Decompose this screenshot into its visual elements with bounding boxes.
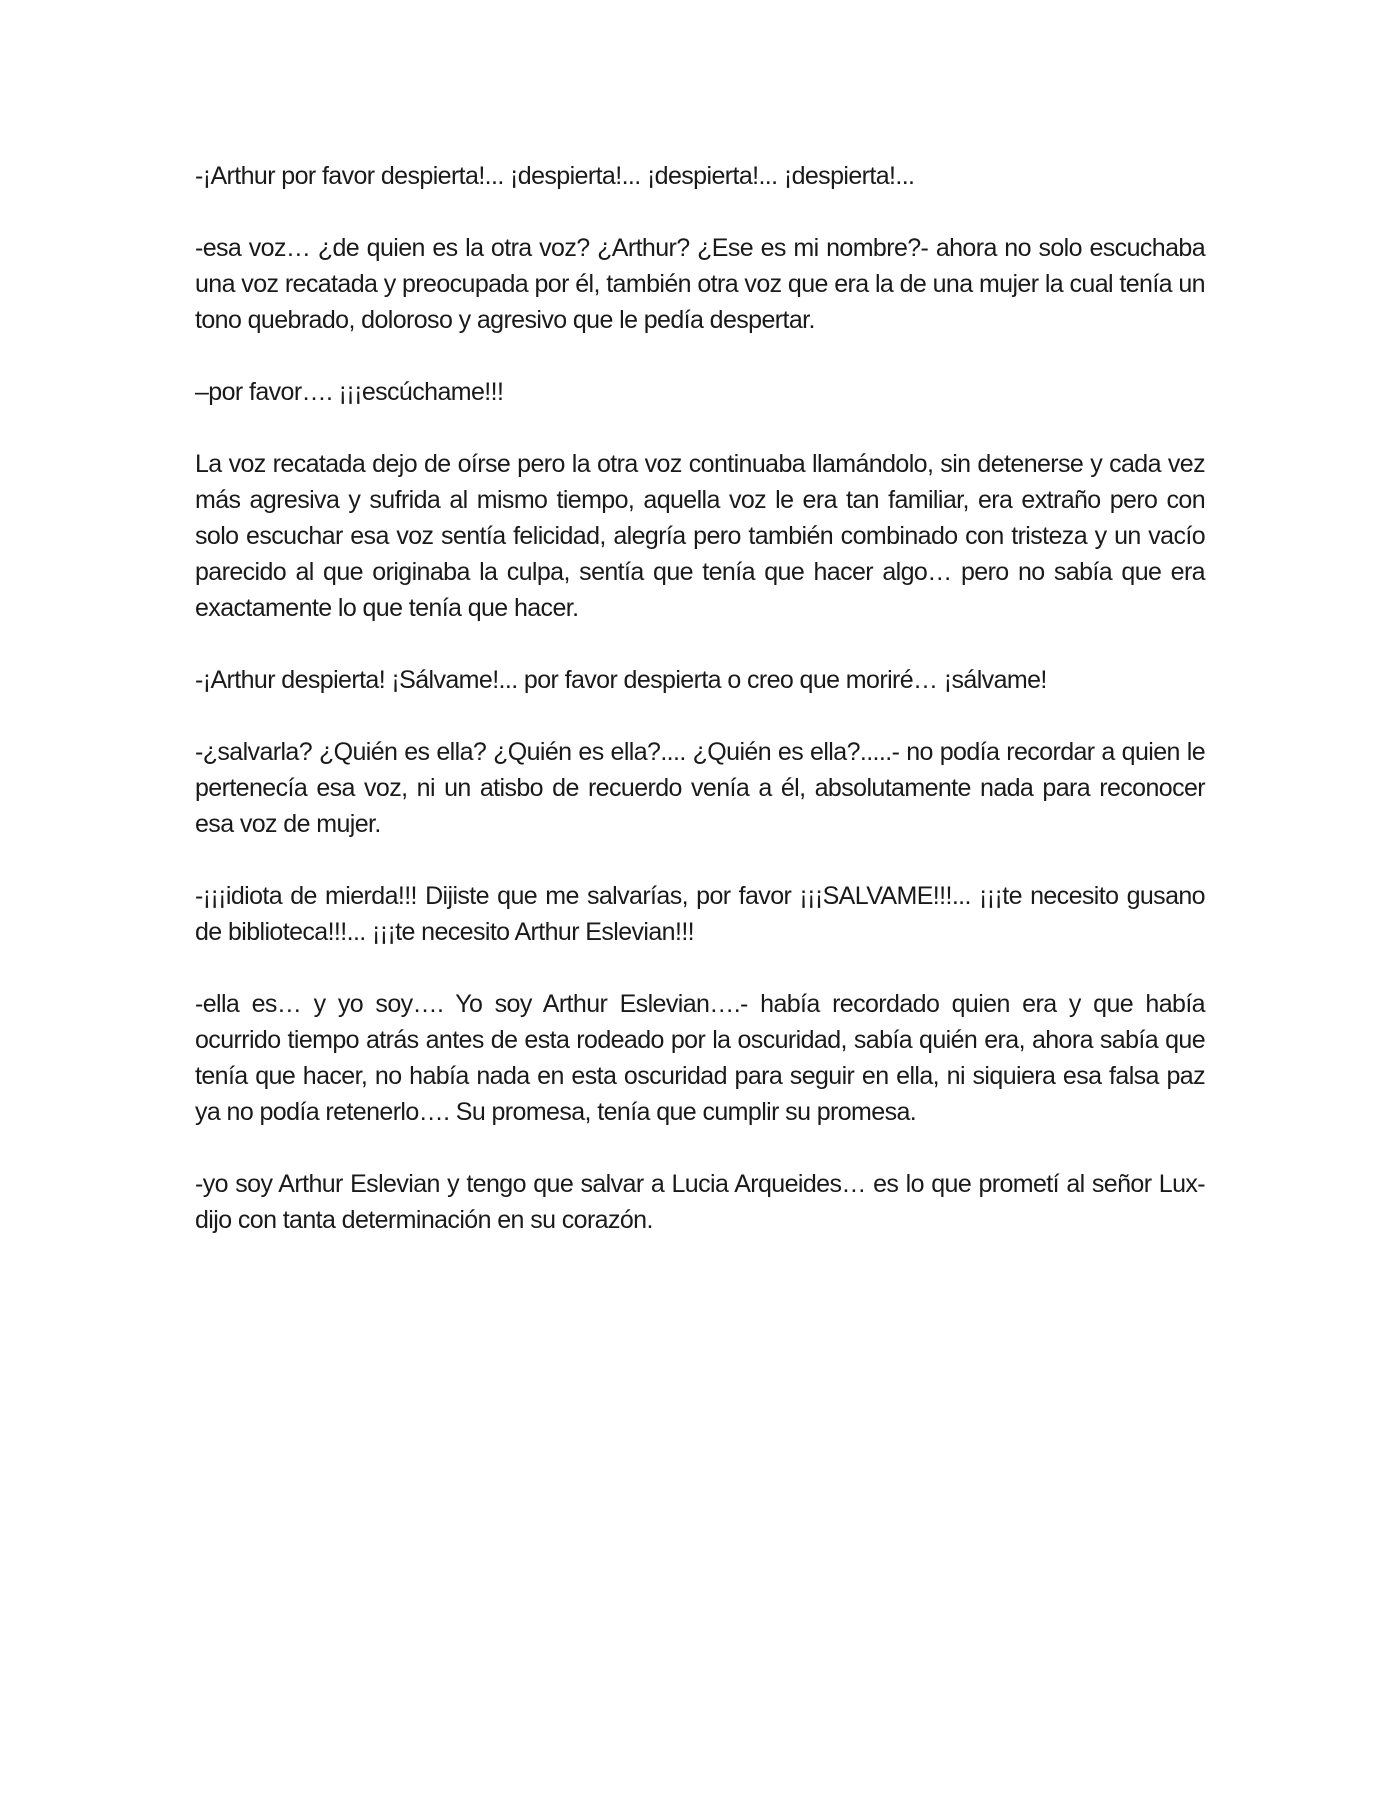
paragraph-3: –por favor…. ¡¡¡escúchame!!! <box>195 378 504 406</box>
paragraph-2: -esa voz… ¿de quien es la otra voz? ¿Arthur? ¿Ese es mi nombre?- ahora no solo escuchaba una voz recatada y preocupada por él, también otra voz que era la de una mujer la cual tenía un tono quebrado, doloroso y agresivo que le pedía despertar. <box>195 234 1205 334</box>
paragraph-4: La voz recatada dejo de oírse pero la otra voz continuaba llamándolo, sin detenerse y cada vez más agresiva y sufrida al mismo tiempo, aquella voz le era tan familiar, era extraño pero con solo escuchar esa voz sentía felicidad, alegría pero también combinado con tristeza y un vacío parecido al que originaba la culpa, sentía que tenía que hacer algo… pero no sabía que era exactamente lo que tenía que hacer. <box>195 450 1205 622</box>
paragraph-1: -¡Arthur por favor despierta!... ¡despierta!... ¡despierta!... ¡despierta!... <box>195 162 915 190</box>
document-body <box>195 158 1205 1274</box>
paragraph-8: -ella es… y yo soy…. Yo soy Arthur Eslevian….- había recordado quien era y que había ocurrido tiempo atrás antes de esta rodeado por la oscuridad, sabía quién era, ahora sabía que tenía que hacer, no había nada en esta oscuridad para seguir en ella, ni siquiera esa falsa paz ya no podía retenerlo…. Su promesa, tenía que cumplir su promesa. <box>195 990 1205 1126</box>
paragraph-5: -¡Arthur despierta! ¡Sálvame!... por favor despierta o creo que moriré… ¡sálvame! <box>195 666 1047 694</box>
paragraph-7: -¡¡¡idiota de mierda!!! Dijiste que me salvarías, por favor ¡¡¡SALVAME!!!... ¡¡¡te necesito gusano de biblioteca!!!... ¡¡¡te necesito Arthur Eslevian!!! <box>195 882 1205 946</box>
paragraph-6: -¿salvarla? ¿Quién es ella? ¿Quién es ella?.... ¿Quién es ella?.....- no podía recordar a quien le pertenecía esa voz, ni un atisbo de recuerdo venía a él, absolutamente nada para reconocer esa voz de mujer. <box>195 738 1205 838</box>
paragraph-9: -yo soy Arthur Eslevian y tengo que salvar a Lucia Arqueides… es lo que prometí al señor Lux- dijo con tanta determinación en su corazón. <box>195 1170 1205 1234</box>
